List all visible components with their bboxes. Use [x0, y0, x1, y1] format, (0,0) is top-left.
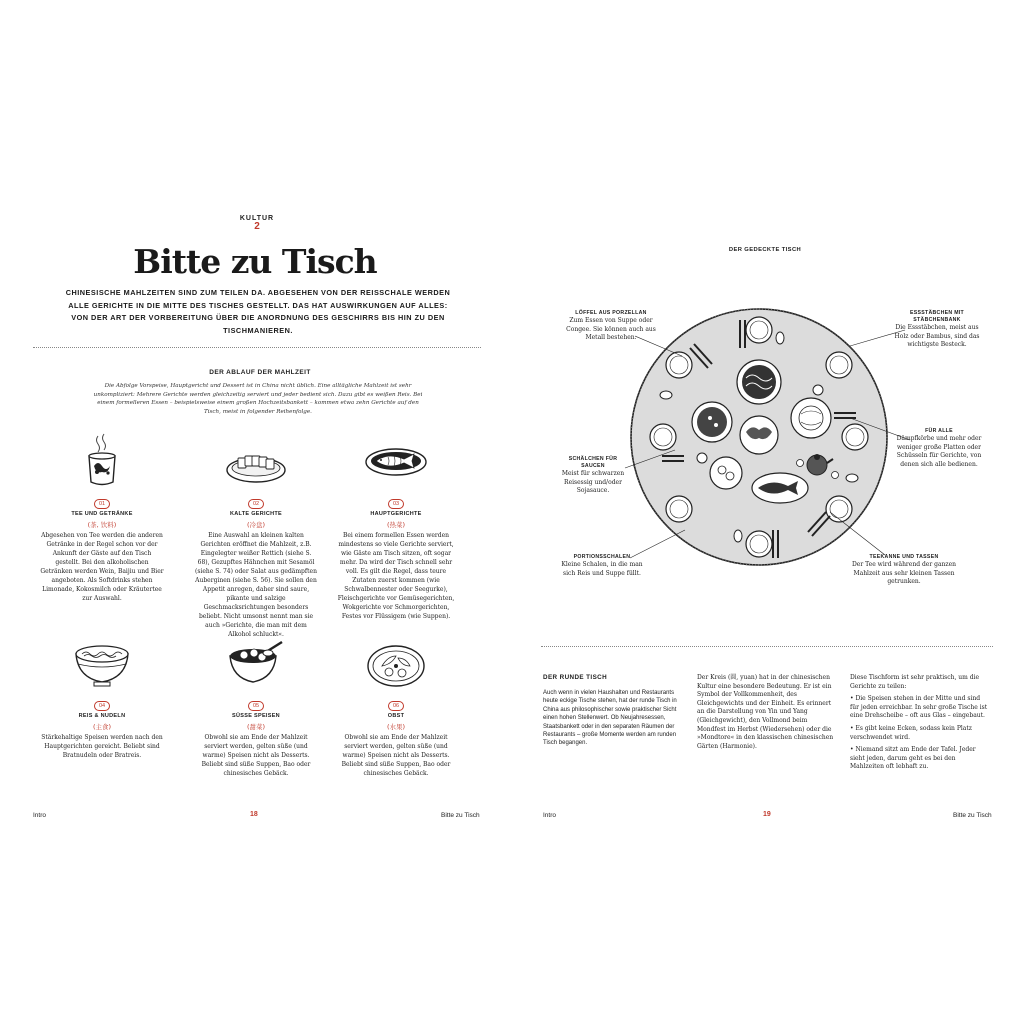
course-item: [194, 636, 318, 778]
footer-section: Intro: [543, 812, 557, 819]
course-chinese: (冷盘): [246, 521, 266, 529]
callout-title: PORTIONSSCHALEN: [573, 554, 631, 560]
bullet-list: [850, 695, 990, 772]
teacup-icon: [82, 432, 122, 490]
course-description: Bei einem formellen Essen werden mindestens so viele Gerichte serviert, wie Gäste am Tisch sitzen, oft sogar mehr. Da wird der Tisch schnell sehr voll. Es gilt die Regel, dass teure Zutaten zuerst kommen (wie Schwalbennester oder Seegurke), Fleischgerichte vor Gemüsegerichten, Wokgerichte vor Schmorgerichten, Festes vor Flüssigem (wie Suppen).: [337, 532, 455, 620]
course-name: KALTE GERICHTE: [229, 511, 283, 517]
callout-staebchen: [888, 310, 986, 350]
course-item: [194, 432, 318, 639]
course-number: 06: [388, 701, 404, 711]
callout-portionsschalen: [556, 554, 648, 578]
list-item: • Es gibt keine Ecken, sodass kein Platz verschwendet wird.: [850, 724, 972, 741]
callout-body: Der Tee wird während der ganzen Mahlzeit aus sehr kleinen Tassen getrunken.: [852, 561, 956, 586]
course-name: REIS & NUDELN: [78, 713, 126, 719]
fish-dish-icon: [364, 432, 428, 490]
course-item: [40, 636, 164, 760]
section-heading: DER RUNDE TISCH: [543, 674, 608, 681]
section-intro: Die Abfolge Vorspeise, Hauptgericht und Dessert ist in China nicht üblich. Eine alltägliche Mahlzeit ist sehr unkompliziert: Mehrere Gerichte werden gleichzeitig serviert und jeder bedient sich. Dazu gibt es weißen Reis. Bei einem formelleren Essen – beispielsweise einem großen Hochzeitsbankett – kommen etwa zehn Gerichte auf den Tisch, meist in folgender Reihenfolge.: [93, 383, 423, 415]
course-number: 03: [388, 499, 404, 509]
callout-title: LÖFFEL AUS PORZELLAN: [575, 310, 647, 316]
callout-title: SCHÄLCHEN FÜR SAUCEN: [568, 456, 618, 469]
callout-teekanne: [850, 554, 958, 587]
course-name: SÜSSE SPEISEN: [232, 713, 280, 719]
dessert-bowl-icon: [224, 636, 288, 692]
course-description: Stärkehaltige Speisen werden nach den Hauptgerichten gereicht. Beliebt sind Bratnudeln oder Bratreis.: [41, 734, 163, 759]
course-description: Abgesehen von Tee werden die anderen Getränke in der Regel schon vor der Ankunft der Gäste auf den Tisch gestellt. Bei den alkoholischen Getränken werden Wein, Baijiu und Bier angeboten. Als Softdrinks stehen Limonade, Kokosmilch oder Kräutertee zur Auswahl.: [40, 532, 164, 602]
kultur-badge: [232, 215, 282, 232]
footer-title: Bitte zu Tisch: [953, 812, 992, 819]
list-item: • Die Speisen stehen in der Mitte und sind für jeden erreichbar. In sehr große Tische ist eine Drehscheibe – oft aus Glas – eingebaut.: [850, 695, 988, 720]
body-text: Diese Tischform ist sehr praktisch, um die Gerichte zu teilen:: [850, 674, 980, 690]
course-item: [334, 432, 458, 621]
kultur-label: KULTUR: [239, 215, 275, 222]
callout-title: FÜR ALLE: [925, 428, 953, 434]
course-number: 01: [94, 499, 110, 509]
table-heading: DER GEDECKTE TISCH: [728, 247, 802, 253]
course-name: HAUPTGERICHTE: [370, 511, 422, 517]
noodle-bowl-icon: [70, 636, 134, 692]
course-item: [40, 432, 164, 603]
callout-body: Dämpfkörbe und mehr oder weniger große Platten oder Schüsseln für Gerichte, von denen sich alle bedienen.: [896, 435, 982, 468]
course-chinese: (热菜): [386, 521, 406, 529]
callout-schaelchen: [560, 456, 626, 496]
callout-body: Meist für schwarzen Reisessig und/oder Sojasauce.: [561, 470, 625, 495]
footer-title: Bitte zu Tisch: [441, 812, 480, 819]
course-number: 04: [94, 701, 110, 711]
callout-body: Die Essstäbchen, meist aus Holz oder Bambus, sind das wichtigste Besteck.: [894, 324, 980, 349]
cold-dish-icon: [224, 432, 288, 490]
course-chinese: (茶, 饮料): [87, 521, 117, 529]
section-intro: Auch wenn in vielen Haushalten und Restaurants heute eckige Tische stehen, hat der runde Tisch in China aus philosophischer sowie praktischer Sicht einen hohen Stellenwert. Ob Neujahresessen, Staatsbankett oder in den separaten Räumen der Restaurants – große Momente werden am runden Tisch begangen.: [543, 690, 677, 747]
divider: [33, 347, 481, 348]
footer-section: Intro: [33, 812, 47, 819]
course-description: Obwohl sie am Ende der Mahlzeit serviert werden, gelten süße (und warme) Speisen nicht als Desserts. Beliebt sind süße Suppen, Bao oder chinesisches Gebäck.: [201, 734, 311, 777]
callout-title: ESSSTÄBCHEN MIT STÄBCHENBANK: [909, 310, 965, 323]
callout-body: Zum Essen von Suppe oder Congee. Sie können auch aus Metall bestehen.: [566, 317, 656, 342]
page-number: 18: [250, 811, 258, 818]
fruit-plate-icon: [364, 636, 428, 692]
course-name: TEE UND GETRÄNKE: [71, 511, 133, 517]
course-description: Eine Auswahl an kleinen kalten Gerichten eröffnet die Mahlzeit, z.B. Eingelegter weißer Rettich (siehe S. 68), Gezupftes Hähnchen mit Sesamöl (siehe S. 74) oder Salat aus gedämpften Auberginen (siehe S. 56). Sie sollen den Appetit anregen, daher sind saure, pikante und salzige Geschmacksrichtungen besonders beliebt. Nicht umsonst nennt man sie auch »Gerichte, die man mit dem Alkohol schluckt«.: [195, 532, 317, 638]
course-chinese: (水果): [386, 723, 406, 731]
course-number: 05: [248, 701, 264, 711]
list-item: • Niemand sitzt am Ende der Tafel. Jeder sieht jeden, darum geht es bei den Mahlzeiten oft lebhaft zu.: [850, 746, 976, 771]
page-title: Bitte zu Tisch: [133, 242, 377, 281]
course-chinese: (主食): [92, 723, 112, 731]
body-text: Der Kreis (圆, yuan) hat in der chinesischen Kultur eine besondere Bedeutung. Er ist ein Symbol der Vollkommenheit, des Gleichgewichts und der Einheit. Es erinnert an die Darstellung von Yin und Yang (Gleichgewicht), den Vollmond beim Mondfest im Herbst (Wiedersehen) oder die »Mondtore« in den klassischen chinesischen Gärten (Harmonie).: [697, 674, 834, 750]
course-name: OBST: [387, 713, 405, 719]
section-heading: DER ABLAUF DER MAHLZEIT: [209, 369, 311, 376]
callout-title: TEEKANNE UND TASSEN: [869, 554, 939, 560]
course-number: 02: [248, 499, 264, 509]
course-chinese: (甜菜): [246, 723, 266, 731]
page-number: 19: [763, 811, 771, 818]
intro-text: CHINESISCHE MAHLZEITEN SIND ZUM TEILEN DA. ABGESEHEN VON DER REISSCHALE WERDEN ALLE GERICHTE IN DIE MITTE DES TISCHES GESTELLT. DAS HAT AUSWIRKUNGEN AUF ALLES: VON DER ART DER VORBEREITUNG ÜBER DIE ANORDNUNG DES GESCHIRRS BIS HIN ZU DEN TISCHMANIEREN.: [65, 288, 451, 335]
course-item: [334, 636, 458, 778]
course-description: Obwohl sie am Ende der Mahlzeit serviert werden, gelten süße (und warme) Speisen nicht als Desserts. Beliebt sind süße Suppen, Bao oder chinesisches Gebäck.: [341, 734, 451, 777]
divider: [541, 646, 993, 647]
callout-body: Kleine Schalen, in die man sich Reis und Suppe füllt.: [561, 561, 643, 577]
callout-fuer-alle: [892, 428, 986, 469]
callout-loeffel: [556, 310, 666, 343]
kultur-number: 2: [254, 221, 260, 232]
body-text-column: [850, 674, 990, 776]
